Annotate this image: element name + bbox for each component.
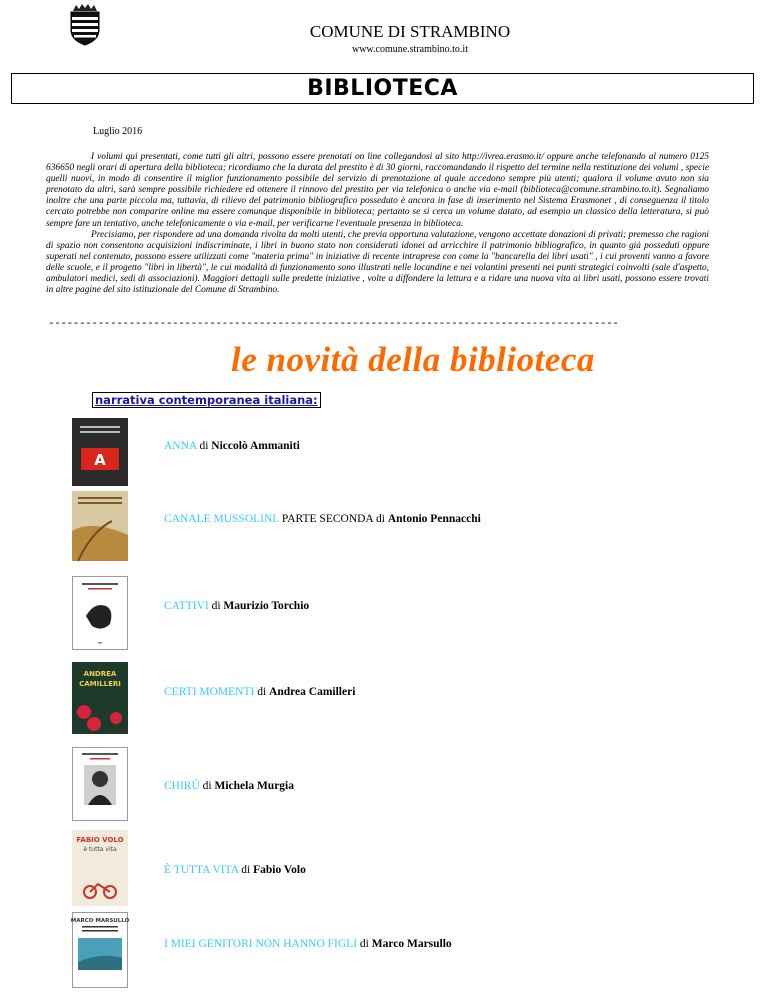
book-title-line: CATTIVI di Maurizio Torchio (164, 600, 310, 612)
intro-text (46, 152, 709, 296)
book-entry (72, 418, 752, 490)
book-author: Fabio Volo (253, 864, 306, 876)
book-title-link[interactable]: CHIRÚ (164, 780, 200, 792)
book-cover (72, 747, 128, 821)
book-cover (72, 576, 128, 650)
book-entry (72, 747, 752, 823)
svg-text:CAMILLERI: CAMILLERI (79, 680, 121, 688)
book-entry (72, 491, 752, 563)
book-author: Antonio Pennacchi (387, 513, 481, 525)
book-title-link[interactable]: CATTIVI (164, 600, 209, 612)
book-author: Niccolò Ammaniti (211, 440, 300, 452)
book-title-line: CHIRÚ di Michela Murgia (164, 780, 295, 792)
page-banner: BIBLIOTECA (11, 73, 754, 104)
book-title-line: ANNA di Niccolò Ammaniti (164, 440, 300, 452)
book-title-line: CERTI MOMENTI di Andrea Camilleri (164, 686, 356, 698)
intro-paragraph: Precisiamo, per rispondere ad una domanda rivolta da molti utenti, che previa opportuna valutazione, vengono accettate donazioni di privati; premesso che ragioni di spazio non consentono acquisizioni indiscriminate, i libri in buono stato non considerati idonei ad arricchire il patrimonio bibliografico, in quanto già posseduti oppure superati nel contenuto, possono essere utilizzati come "materia prima" in iniziative di recente intraprese con come la "bancarella dei libri usati" , i cui proventi vanno a favore delle scuole, e il progetto "libri in libertà", le cui modalità di funzionamento sono illustrati nelle locandine e nei volantini presenti nei punti strategici coinvolti (sale d'aspetto, ambulatori medici, sedi di associazioni). Maggiori dettagli sulle predette iniziative , volte a diffondere la lettura e a ridare una nuova vita ai libri usati, possono essere trovati in altre pagine del sito istituzionale del Comune di Strambino. (46, 229, 709, 296)
book-entry (72, 912, 752, 990)
book-title-link[interactable]: È TUTTA VITA (164, 864, 239, 876)
town-crest-icon (68, 2, 102, 46)
svg-text:FABIO VOLO: FABIO VOLO (76, 836, 124, 844)
book-cover (72, 662, 128, 734)
website-url[interactable]: www.comune.strambino.to.it (351, 44, 468, 55)
news-headline: le novità della biblioteca (231, 340, 595, 379)
issue-date: Luglio 2016 (93, 126, 143, 137)
book-cover (72, 912, 128, 988)
book-entry (72, 830, 752, 906)
intro-paragraph: I volumi qui presentati, come tutti gli altri, possono essere prenotati on line collegandosi al sito http://ivrea.erasmo.it/ oppure anche telefonando al numero 0125 636650 negli orari di apertura della biblioteca; ricordiamo che la durata del prestito è di 30 giorni, raccomandando il rispetto del termine nella restituzione dei volumi , specie quelli nuovi, in modo di consentire il miglior funzionamento possibile del servizio di prenotazione al quale accedono sempre più utenti; qualora il volume avuto non sia prenotato da altri, sarà sempre possibile richiedere ed ottenere il rinnovo del prestito per via telefonica o anche via e-mail (biblioteca@comune.strambino.to.it). Segnaliamo inoltre che una parte piccola ma, tuttavia, di rilievo del patrimonio bibliografico posseduto è ancora in fase di inserimento nel Sistema Erasmonet , di conseguenza il titolo cercato potrebbe non comparire online ma essere comunque disponibile in biblioteca; pertanto se si cerca un volume datato, ad esempio un classico della letteratura, si può sempre fare un tentativo, anche telefonicamente o via e-mail, per verificarne l'eventuale presenza in biblioteca. (46, 152, 709, 229)
book-cover (72, 491, 128, 561)
book-title-line: I MIEI GENITORI NON HANNO FIGLI di Marco Marsullo (164, 938, 452, 950)
book-title-line: È TUTTA VITA di Fabio Volo (164, 864, 306, 876)
separator-line: -------------------------------------------------------------------------------------------- (48, 318, 619, 330)
svg-text:ANDREA: ANDREA (83, 670, 117, 678)
book-title-link[interactable]: CERTI MOMENTI (164, 686, 255, 698)
svg-text:A: A (94, 451, 106, 469)
book-title-link[interactable]: ANNA (164, 440, 197, 452)
book-cover (72, 418, 128, 486)
book-title-link[interactable]: CANALE MUSSOLINI. (164, 513, 279, 525)
town-name: COMUNE DI STRAMBINO (309, 22, 511, 41)
section-label-link[interactable]: narrativa contemporanea italiana: (92, 392, 321, 408)
book-title-line: CANALE MUSSOLINI. PARTE SECONDA di Antonio Pennacchi (164, 513, 481, 525)
book-entry (72, 662, 752, 736)
book-author: Marco Marsullo (371, 938, 452, 950)
book-cover (72, 830, 128, 906)
book-entry (72, 576, 752, 650)
svg-text:MARCO MARSULLO: MARCO MARSULLO (70, 918, 130, 924)
book-title-link[interactable]: I MIEI GENITORI NON HANNO FIGLI (164, 938, 358, 950)
book-author: Maurizio Torchio (223, 600, 310, 612)
book-author: Andrea Camilleri (269, 686, 356, 698)
svg-text:è tutta vita: è tutta vita (83, 846, 117, 853)
book-author: Michela Murgia (214, 780, 295, 792)
